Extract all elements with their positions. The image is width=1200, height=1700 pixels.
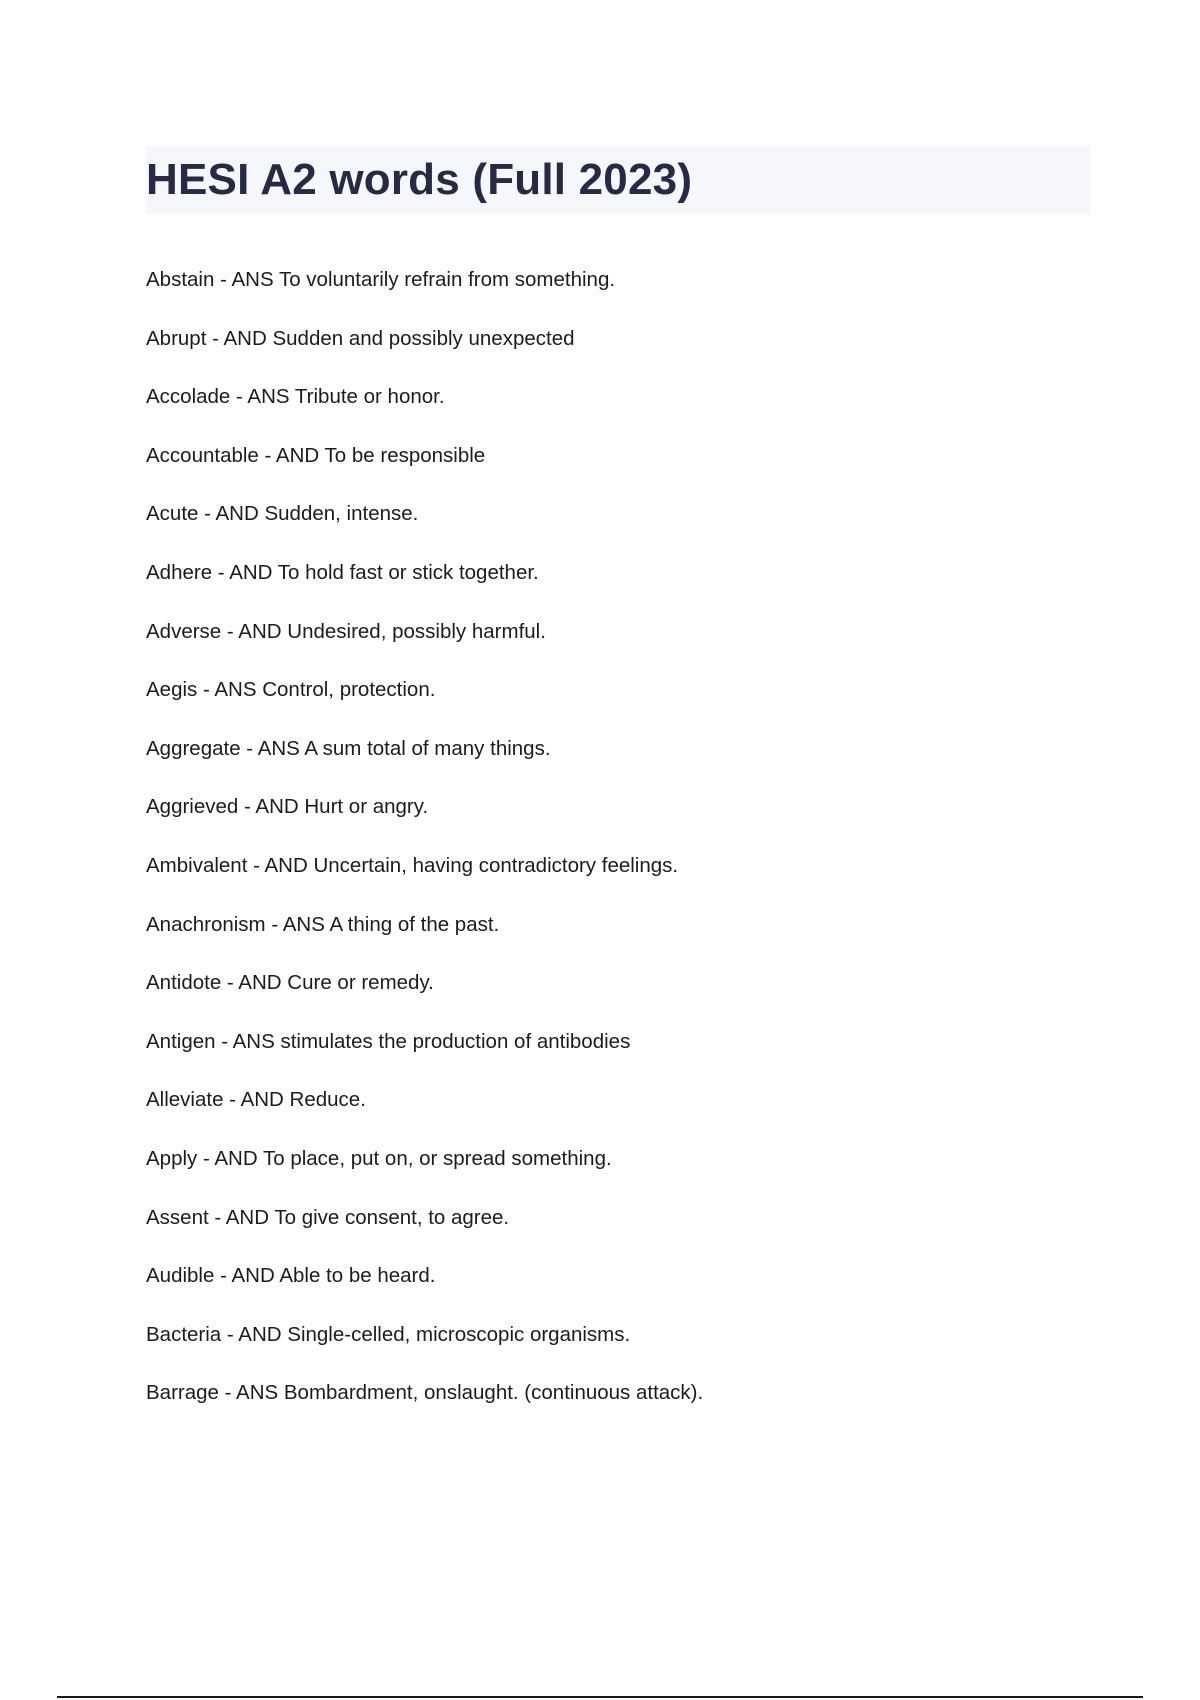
vocabulary-entry: Accolade - ANS Tribute or honor. [146, 385, 445, 409]
vocabulary-entry: Assent - AND To give consent, to agree. [146, 1205, 510, 1229]
vocabulary-entry: Acute - AND Sudden, intense. [146, 502, 419, 526]
vocabulary-entry: Adverse - AND Undesired, possibly harmful. [146, 619, 546, 643]
vocabulary-entry: Adhere - AND To hold fast or stick together. [146, 560, 539, 584]
vocabulary-entry: Accountable - AND To be responsible [146, 443, 486, 467]
vocabulary-entry: Abrupt - AND Sudden and possibly unexpected [146, 326, 575, 350]
vocabulary-entry: Aegis - ANS Control, protection. [146, 678, 436, 702]
vocabulary-entry: Ambivalent - AND Uncertain, having contradictory feelings. [146, 853, 679, 877]
vocabulary-entry: Anachronism - ANS A thing of the past. [146, 912, 500, 936]
vocabulary-entry: Abstain - ANS To voluntarily refrain from something. [146, 268, 616, 291]
vocabulary-entry: Aggrieved - AND Hurt or angry. [146, 795, 429, 819]
vocabulary-list [146, 265, 1046, 1437]
footer-divider [57, 1696, 1143, 1698]
vocabulary-entry: Barrage - ANS Bombardment, onslaught. (continuous attack). [146, 1381, 704, 1405]
vocabulary-entry: Bacteria - AND Single-celled, microscopic organisms. [146, 1322, 631, 1346]
vocabulary-entry: Antidote - AND Cure or remedy. [146, 971, 434, 995]
vocabulary-entry: Apply - AND To place, put on, or spread something. [146, 1146, 612, 1170]
vocabulary-entry: Antigen - ANS stimulates the production of antibodies [146, 1029, 631, 1053]
vocabulary-entry: Aggregate - ANS A sum total of many things. [146, 736, 551, 760]
page-title: HESI A2 words (Full 2023) [146, 155, 693, 204]
vocabulary-entry: Alleviate - AND Reduce. [146, 1088, 366, 1112]
vocabulary-entry: Audible - AND Able to be heard. [146, 1264, 436, 1288]
